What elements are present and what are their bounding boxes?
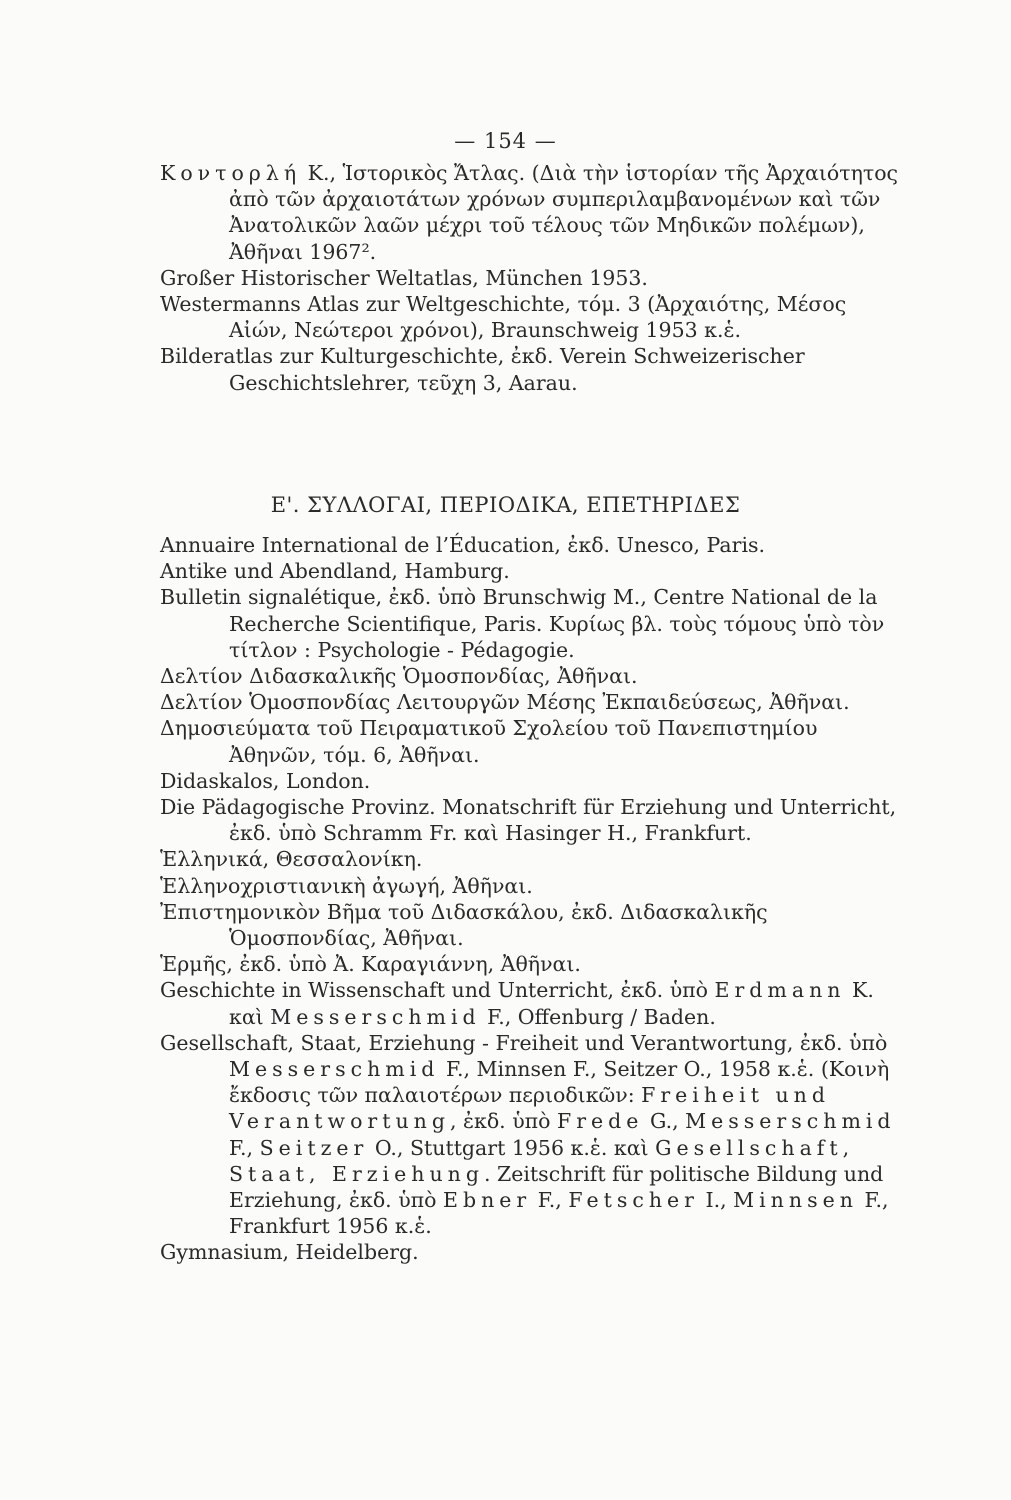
entry-text: , ἐκδ. ὑπὸ: [449, 1109, 557, 1134]
entry-text: K. καὶ: [229, 978, 874, 1029]
entry-text: F.,: [531, 1188, 569, 1213]
entry-text: Großer Historischer Weltatlas, München 1953.: [160, 265, 648, 290]
entry-text: Ἑλληνικά, Θεσσαλονίκη.: [160, 847, 423, 872]
entry-text: . Zeitschrift für politische Bildung und Erziehung, ἐκδ. ὑπὸ: [229, 1161, 884, 1213]
bibliography-entry: [160, 558, 905, 584]
author-name: Κοντορλή: [160, 161, 302, 185]
entry-text: Gesellschaft, Staat, Erziehung - Freiheit und Verantwortung, ἐκδ. ὑπὸ: [160, 1030, 888, 1055]
entry-text: Κ., Ἱστορικὸς Ἄτλας. (Διὰ τὴν ἱστορίαν τῆς Ἀρχαιότητος ἀπὸ τῶν ἀρχαιοτάτων χρόνων συμπεριλαμβανομένων καὶ τῶν Ἀνατολικῶν λαῶν μέχρι τοῦ τέλους τῶν Μηδικῶν πολέμων), Ἀθῆναι 1967².: [229, 161, 899, 264]
bibliography-entry: [160, 794, 905, 846]
spaced-name: Erdmann: [714, 978, 846, 1003]
spaced-name: Messerschmid: [229, 1057, 440, 1082]
entry-text: Δημοσιεύματα τοῦ Πειραματικοῦ Σχολείου τοῦ Πανεπιστημίου Ἀθηνῶν, τόμ. 6, Ἀθῆναι.: [160, 716, 818, 767]
entry-text: I.,: [698, 1188, 734, 1213]
bibliography-list-periodicals: [160, 532, 905, 1266]
spaced-name: Fetscher: [568, 1188, 699, 1213]
bibliography-entry: [160, 689, 905, 715]
bibliography-entry: [160, 584, 905, 663]
bibliography-entry: [160, 873, 905, 899]
entry-text: Bulletin signalétique, ἐκδ. ὑπὸ Brunschwig M., Centre National de la Recherche Scientifique, Paris. Κυρίως βλ. τοὺς τόμους ὑπὸ τὸν τίτλον : Psychologie - Pédagogie.: [160, 585, 885, 662]
bibliography-entry: [160, 1239, 905, 1265]
bibliography-entry: [160, 265, 905, 291]
section-heading: Ε'. ΣΥΛΛΟΓΑΙ, ΠΕΡΙΟΔΙΚΑ, ΕΠΕΤΗΡΙΔΕΣ: [270, 493, 741, 517]
bibliography-entry: [160, 846, 905, 872]
entry-text: Ἐπιστημονικὸν Βῆμα τοῦ Διδασκάλου, ἐκδ. Διδασκαλικῆς Ὁμοσπονδίας, Ἀθῆναι.: [160, 899, 768, 951]
entry-text: F., Minnsen F., Seitzer O., 1958 κ.ἑ. (Κοινὴ ἔκδοσις τῶν παλαιοτέρων περιοδικῶν:: [229, 1057, 890, 1108]
entry-text: Antike und Abendland, Hamburg.: [160, 559, 510, 584]
bibliography-entry: [160, 768, 905, 794]
bibliography-entry: [160, 899, 905, 951]
bibliography-entry: [160, 977, 905, 1029]
entry-text: F.,: [229, 1135, 260, 1160]
entry-text: Geschichte in Wissenschaft und Unterricht, ἐκδ. ὑπὸ: [160, 978, 715, 1003]
bibliography-entry: [160, 532, 905, 558]
entry-text: F., Frankfurt 1956 κ.ἑ.: [229, 1188, 889, 1239]
entry-text: Didaskalos, London.: [160, 768, 371, 793]
entry-text: Ἑρμῆς, ἐκδ. ὑπὸ Ἀ. Καραγιάννη, Ἀθῆναι.: [160, 952, 581, 977]
entry-text: Δελτίον Ὁμοσπονδίας Λειτουργῶν Μέσης Ἐκπαιδεύσεως, Ἀθῆναι.: [160, 690, 850, 715]
bibliography-entry: [160, 291, 905, 343]
spaced-name: Seitzer: [259, 1135, 369, 1160]
entry-text: F., Offenburg / Baden.: [480, 1004, 716, 1029]
spaced-name: Minnsen: [733, 1188, 858, 1213]
spaced-name: Freiheit und Verantwortung: [229, 1083, 831, 1134]
bibliography-entry: [160, 951, 905, 977]
entry-text: Δελτίον Διδασκαλικῆς Ὁμοσπονδίας, Ἀθῆναι.: [160, 664, 638, 689]
entry-text: Bilderatlas zur Kulturgeschichte, ἐκδ. Verein Schweizerischer Geschichtslehrer, τεῦχη 3, Aarau.: [160, 344, 805, 395]
spaced-name: Frede: [557, 1109, 644, 1134]
bibliography-entry: [160, 160, 905, 265]
spaced-name: Messerschmid: [270, 1004, 481, 1029]
entry-text: G.,: [643, 1109, 686, 1134]
entry-text: Gymnasium, Heidelberg.: [160, 1240, 419, 1265]
bibliography-entry: [160, 715, 905, 767]
entry-text: Westermanns Atlas zur Weltgeschichte, τόμ. 3 (Ἀρχαιότης, Μέσος Αἰών, Νεώτεροι χρόνοι), Braunschweig 1953 κ.ἑ.: [160, 292, 847, 343]
spaced-name: Gesellschaft, Staat, Erziehung: [229, 1135, 855, 1186]
entry-text: O., Stuttgart 1956 κ.ἑ. καὶ: [368, 1135, 656, 1160]
entry-text: Die Pädagogische Provinz. Monatschrift für Erziehung und Unterricht, ἐκδ. ὑπὸ Schramm Fr. καὶ Hasinger H., Frankfurt.: [160, 795, 897, 846]
bibliography-entry: [160, 663, 905, 689]
bibliography-list-atlases: [160, 160, 905, 396]
entry-text: Ἑλληνοχριστιανικὴ ἀγωγή, Ἀθῆναι.: [160, 873, 533, 898]
spaced-name: Messerschmid: [685, 1109, 896, 1134]
spaced-name: Ebner: [443, 1188, 532, 1213]
bibliography-entry: [160, 1030, 905, 1240]
entry-text: Annuaire International de l’Éducation, ἐκδ. Unesco, Paris.: [160, 533, 766, 557]
page-number: — 154 —: [454, 129, 557, 153]
bibliography-entry: [160, 343, 905, 395]
